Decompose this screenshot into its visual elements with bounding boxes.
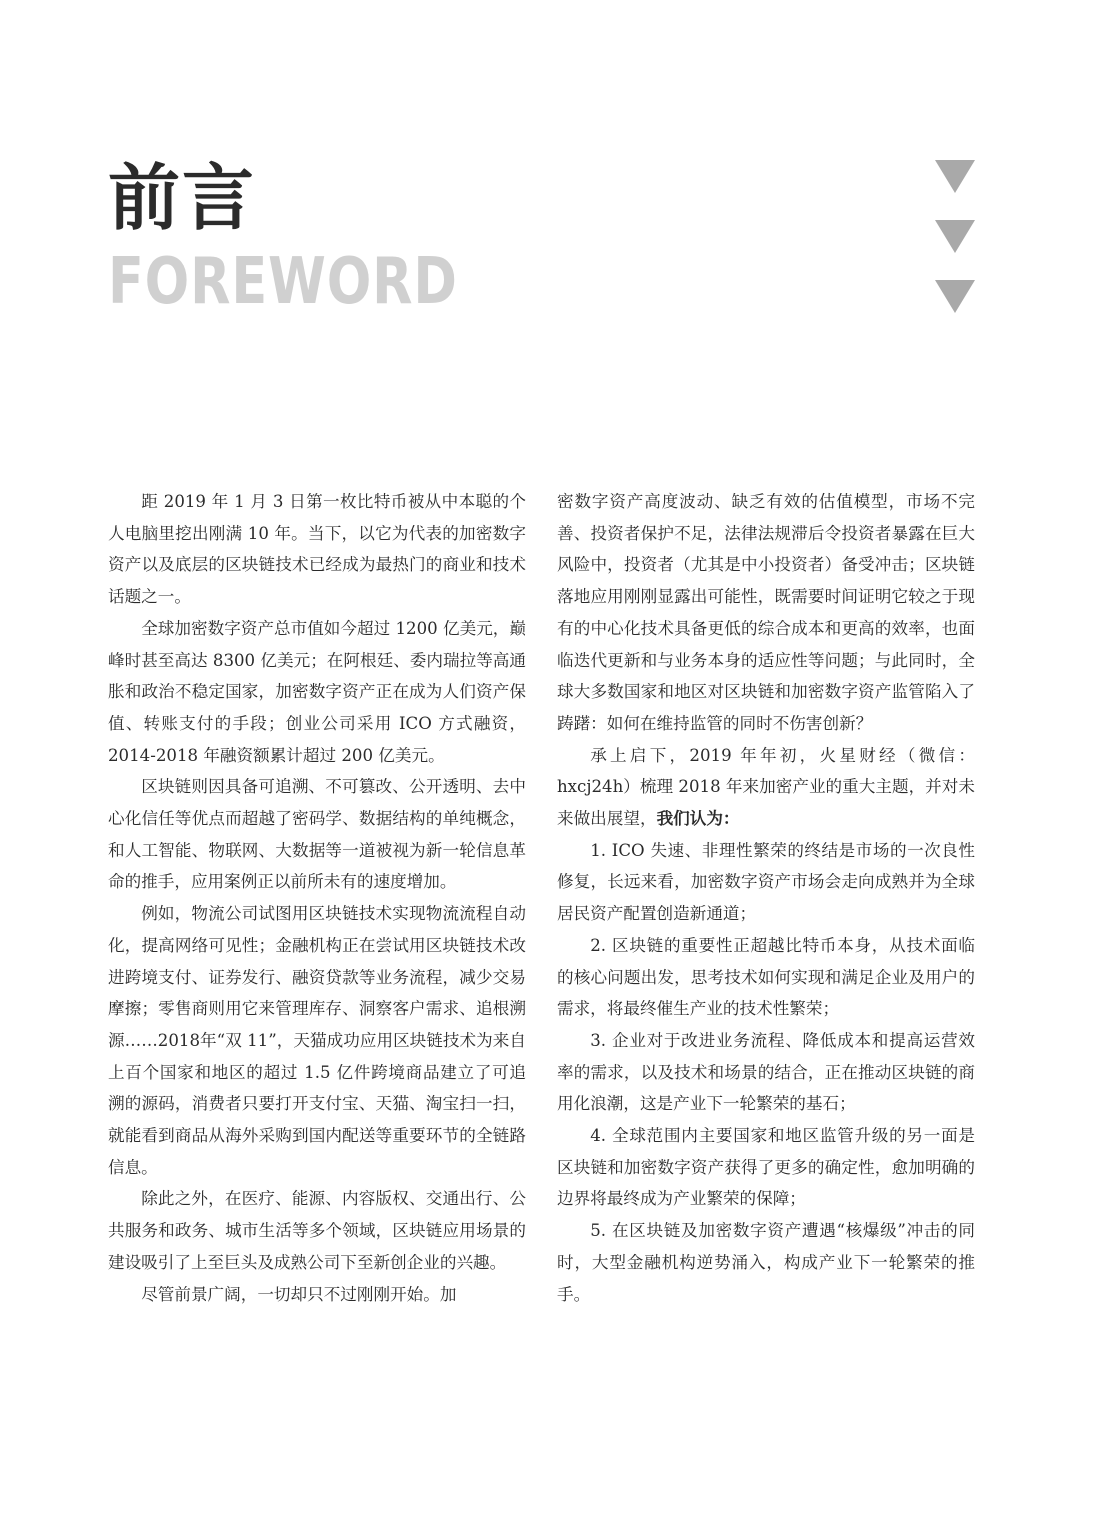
page-title: 前言 <box>108 156 257 240</box>
paragraph-continuation: 密数字资产高度波动、缺乏有效的估值模型，市场不完善、投资者保护不足，法律法规滞后令投资者暴露在巨大风险中，投资者（尤其是中小投资者）备受冲击；区块链落地应用刚刚显露出可能性，既需要时间证明它较之于现有的中心化技术具备更低的综合成本和更高的效率，也面临迭代更新和与业务本身的适应性等问题；与此同时，全球大多数国家和地区对区块链和加密数字资产监管陷入了踌躇：如何在维持监管的同时不伤害创新？ <box>557 492 975 733</box>
triangle-down-icon <box>935 220 975 253</box>
paragraph: 除此之外，在医疗、能源、内容版权、交通出行、公共服务和政务、城市生活等多个领域，区块链应用场景的建设吸引了上至巨头及成熟公司下至新创企业的兴趣。 <box>108 1189 526 1272</box>
right-column <box>557 486 975 1310</box>
paragraph-intro <box>557 740 975 835</box>
list-item: 5. 在区块链及加密数字资产遭遇“核爆级”冲击的同时，大型金融机构逆势涌入，构成产业下一轮繁荣的推手。 <box>557 1221 975 1304</box>
paragraph: 尽管前景广阔，一切却只不过刚刚开始。加 <box>141 1284 457 1304</box>
page-subtitle: FOREWORD <box>108 245 458 319</box>
list-item: 4. 全球范围内主要国家和地区监管升级的另一面是区块链和加密数字资产获得了更多的确定性，愈加明确的边界将最终成为产业繁荣的保障； <box>557 1126 975 1209</box>
paragraph: 全球加密数字资产总市值如今超过 1200 亿美元，巅峰时甚至高达 8300 亿美元；在阿根廷、委内瑞拉等高通胀和政治不稳定国家，加密数字资产正在成为人们资产保值、转账支付的手段；创业公司采用 ICO 方式融资，2014-2018 年融资额累计超过 200 亿美元。 <box>108 618 526 765</box>
intro-text: 承上启下，2019 年年初，火星财经（微信：hxcj24h）梳理 2018 年来加密产业的重大主题，并对未来做出展望， <box>557 745 975 829</box>
intro-bold-text: 我们认为： <box>656 809 740 829</box>
paragraph: 例如，物流公司试图用区块链技术实现物流流程自动化，提高网络可见性；金融机构正在尝试用区块链技术改进跨境支付、证券发行、融资贷款等业务流程，减少交易摩擦；零售商则用它来管理库存、洞察客户需求、追根溯源……2018年“双 11”，天猫成功应用区块链技术为来自上百个国家和地区的超过 1.5 亿件跨境商品建立了可追溯的源码，消费者只要打开支付宝、天猫、淘宝扫一扫，就能看到商品从海外采购到国内配送等重要环节的全链路信息。 <box>108 904 526 1177</box>
list-item: 1. ICO 失速、非理性繁荣的终结是市场的一次良性修复，长远来看，加密数字资产市场会走向成熟并为全球居民资产配置创造新通道； <box>557 840 975 924</box>
list-item: 3. 企业对于改进业务流程、降低成本和提高运营效率的需求，以及技术和场景的结合，正在推动区块链的商用化浪潮，这是产业下一轮繁荣的基石； <box>557 1030 975 1114</box>
triangle-down-icon <box>935 280 975 313</box>
list-item: 2. 区块链的重要性正超越比特币本身，从技术面临的核心问题出发，思考技术如何实现和满足企业及用户的需求，将最终催生产业的技术性繁荣； <box>557 935 975 1019</box>
left-column <box>108 486 526 1310</box>
paragraph: 区块链则因具备可追溯、不可篡改、公开透明、去中心化信任等优点而超越了密码学、数据结构的单纯概念，和人工智能、物联网、大数据等一道被视为新一轮信息革命的推手，应用案例正以前所未有的速度增加。 <box>108 777 526 892</box>
triangle-down-icon <box>935 160 975 193</box>
paragraph: 距 2019 年 1 月 3 日第一枚比特币被从中本聪的个人电脑里挖出刚满 10 年。当下，以它为代表的加密数字资产以及底层的区块链技术已经成为最热门的商业和技术话题之一。 <box>108 492 526 607</box>
